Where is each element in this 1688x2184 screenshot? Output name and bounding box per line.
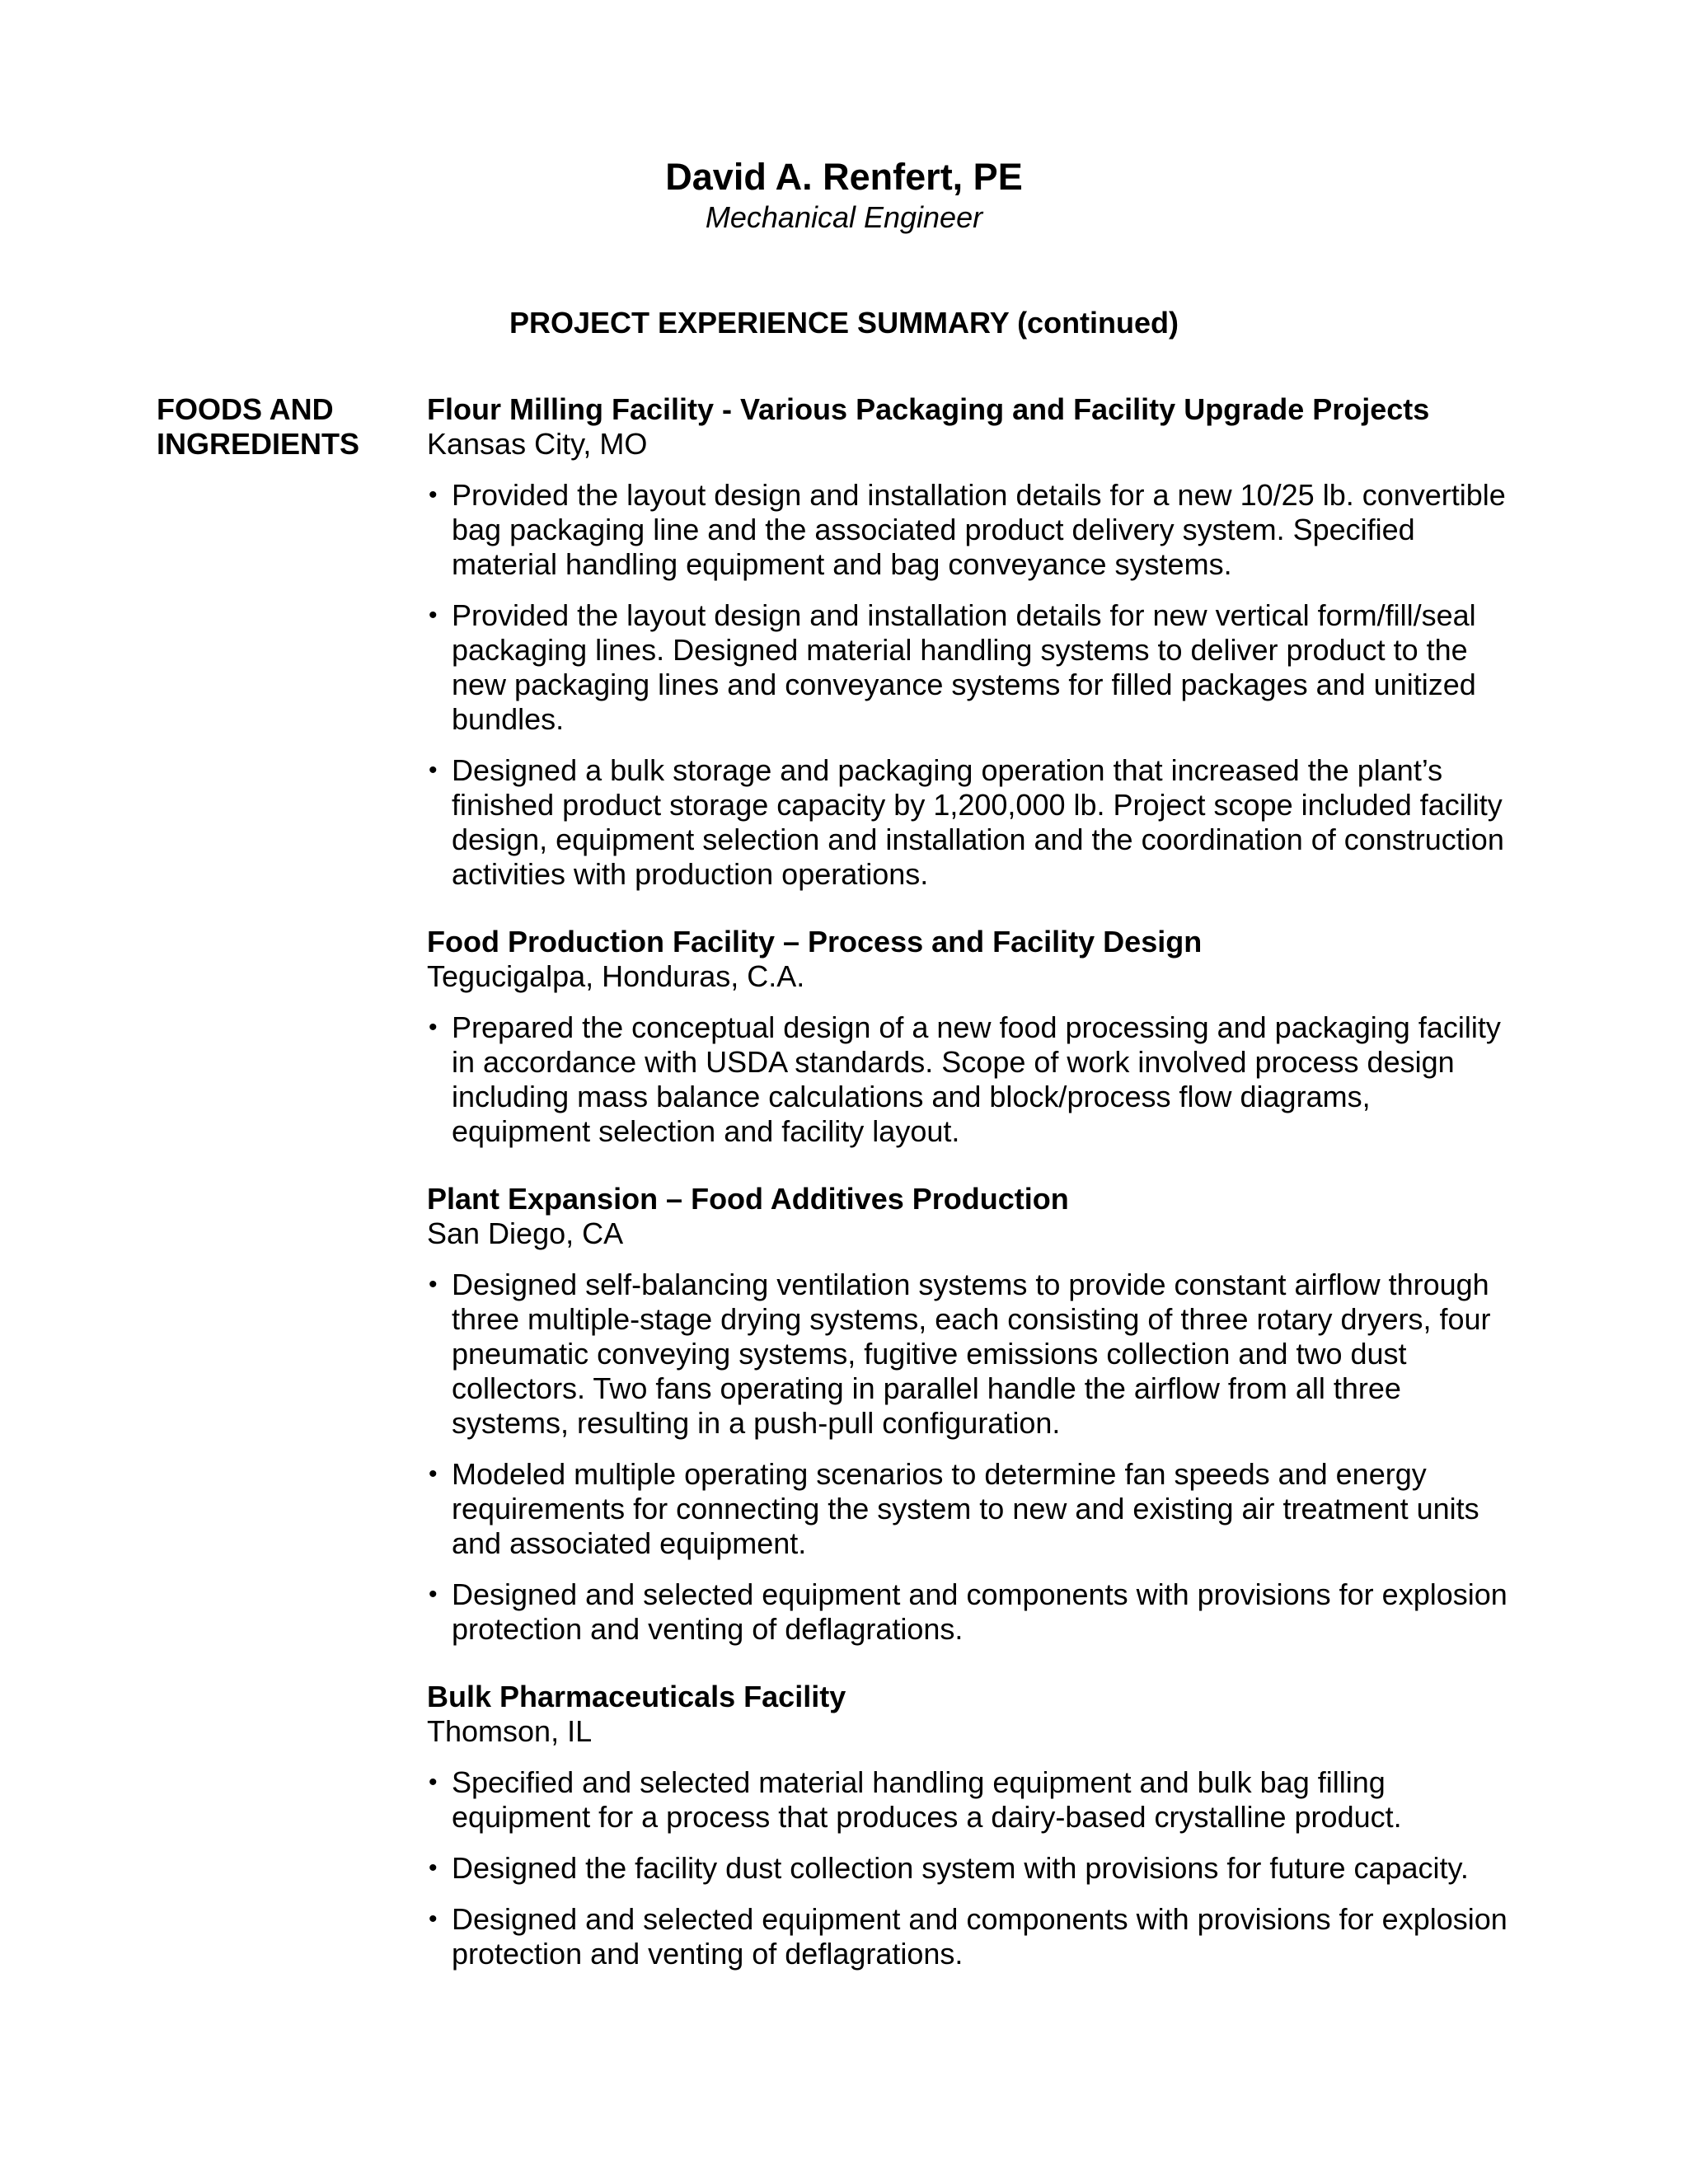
project-entry [427,1680,1515,1971]
bullet-icon: • [429,1014,438,1041]
bullet-icon: • [429,757,438,784]
bullet-item [427,1765,1515,1835]
category-label-line2: INGREDIENTS [157,427,360,461]
project-bullets [427,1010,1515,1149]
project-location: Thomson, IL [427,1714,593,1748]
bullet-item [427,1457,1515,1561]
bullet-icon: • [429,1905,438,1933]
bullet-icon: • [429,1460,438,1488]
bullet-item [427,1577,1515,1647]
bullet-item [427,753,1515,892]
bullet-icon: • [429,1769,438,1796]
project-bullets [427,478,1515,892]
project-entry [427,925,1515,1149]
bullet-text: Provided the layout design and installation details for a new 10/25 lb. convertible bag packaging line and the associated product delivery system. Specified material handling equipment and bag conveyance systems. [452,478,1506,581]
category-label-line1: FOODS AND [157,392,334,426]
bullet-text: Modeled multiple operating scenarios to determine fan speeds and energy requirements for connecting the system to new and existing air treatment units and associated equipment. [452,1457,1479,1560]
bullet-text: Designed self-balancing ventilation systems to provide constant airflow through three multiple-stage drying systems, each consisting of three rotary dryers, four pneumatic conveying systems, fugitive emissions collection and two dust collectors. Two fans operating in parallel handle the airflow from all three systems, resulting in a push-pull configuration. [452,1268,1491,1440]
bullet-icon: • [429,1271,438,1298]
project-entry [427,392,1515,892]
bullet-item [427,1268,1515,1441]
project-location: Tegucigalpa, Honduras, C.A. [427,959,805,993]
bullet-item [427,1851,1515,1886]
project-location: San Diego, CA [427,1216,624,1250]
category-label [157,392,404,462]
job-title: Mechanical Engineer [705,200,983,234]
bullet-text: Designed the facility dust collection system with provisions for future capacity. [452,1851,1469,1885]
project-title: Flour Milling Facility - Various Packaging and Facility Upgrade Projects [427,392,1430,426]
person-name: David A. Renfert, PE [665,156,1023,198]
bullet-icon: • [429,1854,438,1882]
project-title: Food Production Facility – Process and Facility Design [427,925,1203,958]
section-title: PROJECT EXPERIENCE SUMMARY (continued) [509,306,1179,340]
bullet-icon: • [429,602,438,629]
project-location: Kansas City, MO [427,427,648,461]
project-list [427,392,1515,2004]
bullet-text: Prepared the conceptual design of a new food processing and packaging facility in accordance with USDA standards. Scope of work involved process design including mass balance calculations and block/process flow diagrams, equipment selection and facility layout. [452,1010,1501,1148]
project-entry [427,1182,1515,1647]
bullet-item [427,478,1515,582]
bullet-text: Designed and selected equipment and components with provisions for explosion protection and venting of deflagrations. [452,1577,1507,1646]
bullet-text: Designed and selected equipment and components with provisions for explosion protection and venting of deflagrations. [452,1902,1507,1971]
bullet-text: Designed a bulk storage and packaging operation that increased the plant’s finished product storage capacity by 1,200,000 lb. Project scope included facility design, equipment selection and installation and the coordination of construction activities with production operations. [452,753,1504,891]
project-bullets [427,1765,1515,1971]
project-title: Plant Expansion – Food Additives Production [427,1182,1069,1216]
project-title: Bulk Pharmaceuticals Facility [427,1680,846,1713]
bullet-item [427,1010,1515,1149]
bullet-item [427,598,1515,737]
bullet-icon: • [429,481,438,509]
bullet-icon: • [429,1581,438,1608]
bullet-text: Specified and selected material handling equipment and bulk bag filling equipment for a process that produces a dairy-based crystalline product. [452,1765,1402,1834]
bullet-text: Provided the layout design and installation details for new vertical form/fill/seal packaging lines. Designed material handling systems to deliver product to the new packaging lines and conveyance systems for filled packages and unitized bundles. [452,598,1476,736]
project-bullets [427,1268,1515,1647]
bullet-item [427,1902,1515,1971]
